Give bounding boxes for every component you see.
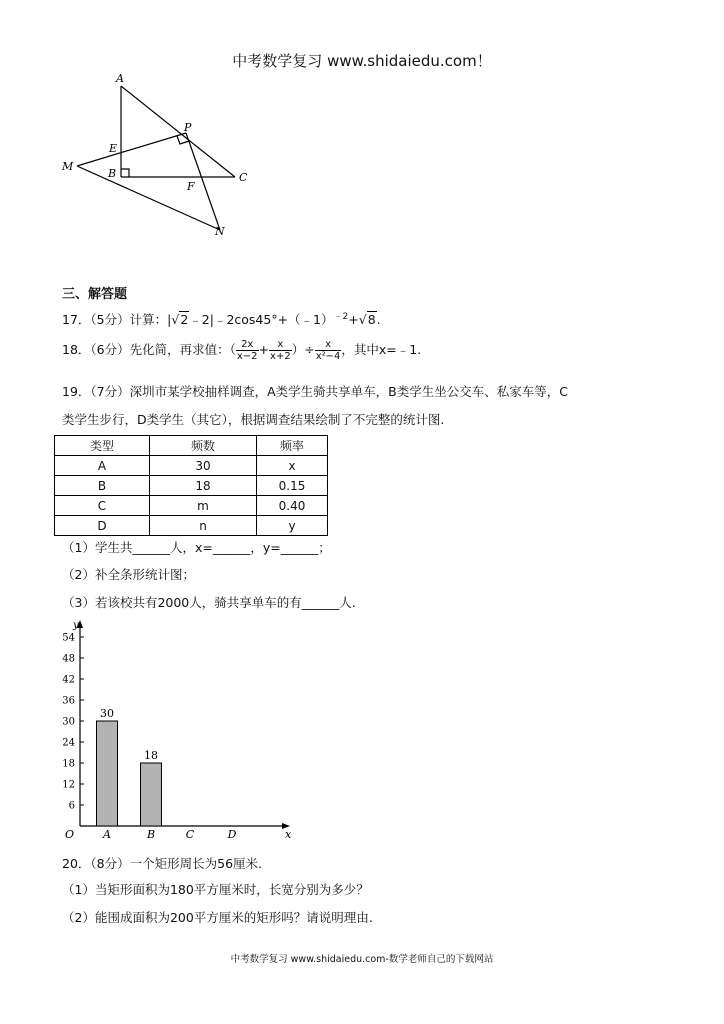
- table-cell: y: [257, 516, 328, 536]
- y-tick-label: 30: [62, 716, 75, 728]
- q19-score: （7分）: [90, 384, 130, 399]
- q18-number: 18．: [62, 342, 91, 357]
- label-f: F: [187, 180, 195, 193]
- table-cell: 0.40: [257, 496, 328, 516]
- q18-frac2-num: x: [269, 339, 292, 351]
- origin-label: O: [65, 828, 75, 841]
- q18-frac1-num: 2x: [236, 339, 259, 351]
- segment-mp: [77, 133, 186, 166]
- question-19-line1: [62, 382, 568, 400]
- table-cell: C: [55, 496, 150, 516]
- table-cell: 30: [150, 456, 257, 476]
- table-cell: 18: [150, 476, 257, 496]
- table-cell: m: [150, 496, 257, 516]
- y-tick-label: 18: [62, 758, 75, 770]
- q17-root8: 8: [367, 312, 376, 328]
- y-axis-label: y: [73, 620, 79, 631]
- y-tick-label: 6: [68, 800, 75, 812]
- table-cell: D: [55, 516, 150, 536]
- q20-text: 一个矩形周长为56厘米.: [129, 856, 262, 871]
- q17-exp: ﹣2: [333, 312, 349, 322]
- q18-frac3: [315, 339, 342, 362]
- y-tick-label: 54: [62, 632, 75, 644]
- y-tick-label: 12: [62, 779, 75, 791]
- q18-mid: ）÷: [291, 342, 315, 357]
- q20-sub1: （1）当矩形面积为180平方厘米时，长宽分别为多少？: [62, 882, 369, 897]
- segment-mn: [77, 166, 220, 230]
- x-tick-label-c: C: [185, 828, 195, 841]
- q19-sub1: （1）学生共______人，x=______，y=______；: [62, 540, 331, 555]
- q19-number: 19．: [62, 384, 91, 399]
- question-19-line2: 类学生步行，D类学生（其它），根据调查结果绘制了不完整的统计图.: [62, 412, 445, 427]
- table-row: [55, 516, 328, 536]
- table-row: [55, 496, 328, 516]
- label-a: A: [116, 72, 124, 85]
- q18-score: （6分）: [90, 342, 130, 357]
- q20-score: （8分）: [90, 856, 130, 871]
- q18-frac3-num: x: [315, 339, 342, 351]
- table-row: [55, 456, 328, 476]
- table-header: 频数: [150, 436, 257, 456]
- q17-score: （5分）: [90, 312, 130, 328]
- q17-mid: ﹣2cos45°+（﹣1）: [213, 312, 334, 328]
- right-angle-b: [121, 169, 129, 177]
- q18-tail: ，其中x=﹣1.: [341, 342, 422, 357]
- table-cell: x: [257, 456, 328, 476]
- table-cell: B: [55, 476, 150, 496]
- q17-root2: 2: [180, 312, 189, 328]
- q18-frac1-den: x−2: [236, 351, 258, 362]
- q17-end: .: [376, 312, 381, 328]
- y-tick-label: 24: [62, 737, 75, 749]
- label-c: C: [239, 171, 248, 184]
- question-17: 17．（5分）计算：|√2﹣2|﹣2cos45°+（﹣1）$^{﹣2}$+√8.: [62, 312, 381, 328]
- q17-abs-right: |: [209, 312, 214, 328]
- q18-text: 先化简，再求值：（: [129, 342, 236, 357]
- frequency-table: [54, 435, 328, 536]
- bar-label-a: 30: [100, 707, 114, 720]
- x-tick-label-b: B: [146, 828, 156, 841]
- q17-number: 17．: [62, 312, 91, 328]
- label-n: N: [215, 225, 225, 238]
- q17-abs-left: |: [167, 312, 172, 328]
- q19-sub2: （2）补全条形统计图；: [62, 567, 195, 582]
- table-cell: n: [150, 516, 257, 536]
- table-header-row: [55, 436, 328, 456]
- y-tick-label: 42: [62, 674, 75, 686]
- q17-text: 计算：: [129, 312, 168, 328]
- x-axis-label: x: [285, 828, 292, 841]
- x-tick-label-d: D: [227, 828, 237, 841]
- x-tick-label-a: A: [103, 828, 111, 841]
- segment-ac: [121, 86, 235, 177]
- label-e: E: [109, 142, 118, 155]
- q20-number: 20．: [62, 856, 91, 871]
- q18-plus: +: [258, 342, 270, 357]
- y-tick-label: 48: [62, 653, 75, 665]
- question-18: [62, 339, 421, 362]
- table-cell: A: [55, 456, 150, 476]
- page-header: 中考数学复习 www.shidaiedu.com！: [232, 52, 492, 70]
- q18-frac1: [236, 339, 259, 362]
- table-row: [55, 476, 328, 496]
- bar-a: [97, 721, 118, 826]
- bar-chart: [56, 612, 306, 844]
- q18-frac2: [269, 339, 292, 362]
- geometry-figure: [50, 70, 270, 240]
- y-tick-label: 36: [62, 695, 75, 707]
- section-title: 三、解答题: [62, 287, 128, 302]
- label-b: B: [108, 167, 117, 180]
- bar-label-b: 18: [144, 749, 158, 762]
- bar-b: [141, 763, 162, 826]
- q17-plus: +: [348, 312, 359, 328]
- question-20: [62, 854, 262, 872]
- q20-sub2: （2）能围成面积为200平方厘米的矩形吗？请说明理由.: [62, 910, 373, 925]
- table-cell: 0.15: [257, 476, 328, 496]
- q18-frac2-den: x+2: [270, 351, 291, 362]
- table-header: 类型: [55, 436, 150, 456]
- q19-text-1: 深圳市某学校抽样调查，A类学生骑共享单车，B类学生坐公交车、私家车等，C: [129, 384, 568, 399]
- q18-frac3-den: x²−4: [315, 351, 341, 362]
- label-p: P: [184, 121, 192, 134]
- q19-sub3: （3）若该校共有2000人，骑共享单车的有______人.: [62, 595, 356, 610]
- page-footer: 中考数学复习 www.shidaiedu.com-数学老师自己的下载网站: [230, 954, 494, 965]
- q17-minus2: ﹣2: [189, 312, 210, 328]
- label-m: M: [62, 160, 74, 173]
- table-header: 频率: [257, 436, 328, 456]
